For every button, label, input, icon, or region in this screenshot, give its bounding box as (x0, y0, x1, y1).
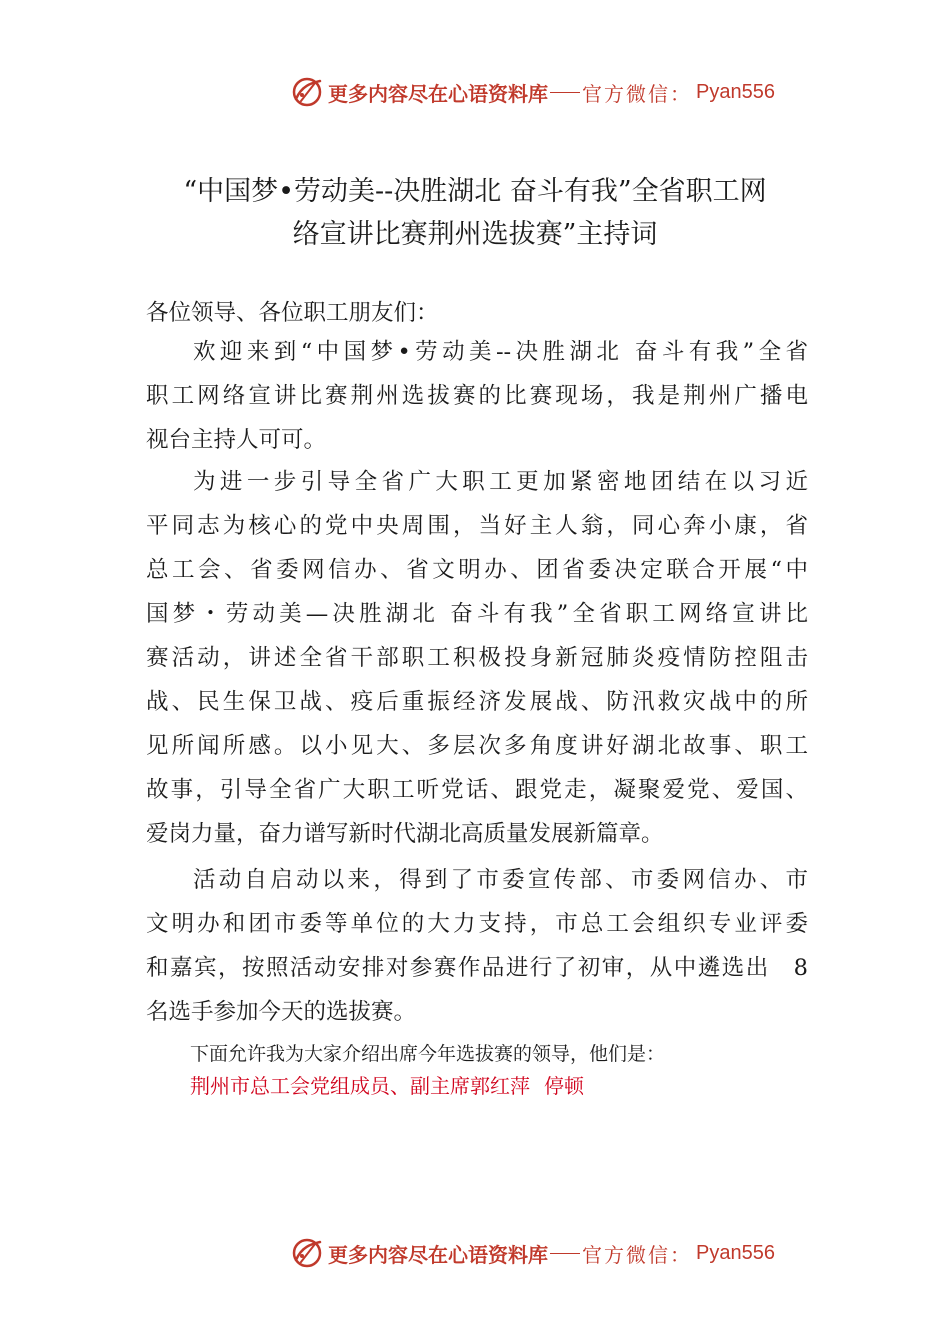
paragraph-background (146, 460, 808, 856)
logo-icon (290, 1236, 324, 1270)
salutation: 各位领导、各位职工朋友们： (146, 300, 439, 326)
banner-wechat-id: Pyan556 (696, 80, 775, 103)
paragraph-line: 名选手参加今天的选拔赛。 (146, 999, 417, 1025)
title-line-2: 络宣讲比赛荆州选拔赛”主持词 (292, 219, 658, 250)
paragraph-welcome (146, 330, 808, 462)
paragraph-line: 战、民生保卫战、疫后重振经济发展战、防汛救灾战中的所 (146, 689, 808, 715)
title-line-1: “中国梦•劳动美--决胜湖北 奋斗有我”全省职工网 (183, 176, 767, 207)
paragraph-line: 平同志为核心的党中央周围，当好主人翁，同心奔小康，省 (146, 513, 808, 539)
logo-icon (290, 75, 324, 109)
leader-intro-line: 下面允许我为大家介绍出席今年选拔赛的领导，他们是： (190, 1043, 666, 1065)
paragraph-line: 爱岗力量，奋力谱写新时代湖北高质量发展新篇章。 (146, 821, 664, 847)
paragraph-line: 赛活动，讲述全省干部职工积极投身新冠肺炎疫情防控阻击 (146, 645, 808, 671)
banner-separator (550, 92, 580, 93)
banner-wechat-label: 官方微信： (582, 81, 692, 106)
paragraph-line: 职工网络宣讲比赛荆州选拔赛的比赛现场，我是荆州广播电 (146, 383, 808, 409)
paragraph-line: 为进一步引导全省广大职工更加紧密地团结在以习近 (193, 469, 808, 495)
paragraph-line: 见所闻所感。以小见大、多层次多角度讲好湖北故事、职工 (146, 733, 808, 759)
document-title (130, 170, 820, 256)
banner-separator (550, 1253, 580, 1254)
banner-wechat-label: 官方微信： (582, 1242, 692, 1267)
paragraph-line: 视台主持人可可。 (146, 427, 327, 453)
paragraph-line: 文明办和团市委等单位的大力支持，市总工会组织专业评委 (146, 911, 808, 937)
header-banner (290, 72, 775, 112)
banner-main-text: 更多内容尽在心语资料库 (328, 1242, 548, 1267)
paragraph-line: 国梦・劳动美—决胜湖北 奋斗有我”全省职工网络宣讲比 (146, 601, 808, 627)
leader-line (190, 1072, 584, 1100)
paragraph-line: 总工会、省委网信办、省文明办、团省委决定联合开展“中 (146, 557, 808, 583)
pause-note: 停顿 (544, 1074, 584, 1098)
banner-main-text: 更多内容尽在心语资料库 (328, 81, 548, 106)
paragraph-support (146, 858, 808, 1034)
paragraph-line: 欢迎来到“中国梦•劳动美--决胜湖北 奋斗有我”全省 (193, 339, 808, 365)
leader-name-title: 荆州市总工会党组成员、副主席郭红萍 (190, 1074, 530, 1098)
footer-banner (290, 1233, 775, 1273)
banner-wechat-id: Pyan556 (696, 1241, 775, 1264)
paragraph-line: 和嘉宾，按照活动安排对参赛作品进行了初审，从中遴选出 8 (146, 955, 808, 981)
paragraph-line: 活动自启动以来，得到了市委宣传部、市委网信办、市 (193, 867, 808, 893)
paragraph-line: 故事，引导全省广大职工听党话、跟党走，凝聚爱党、爱国、 (146, 777, 808, 803)
